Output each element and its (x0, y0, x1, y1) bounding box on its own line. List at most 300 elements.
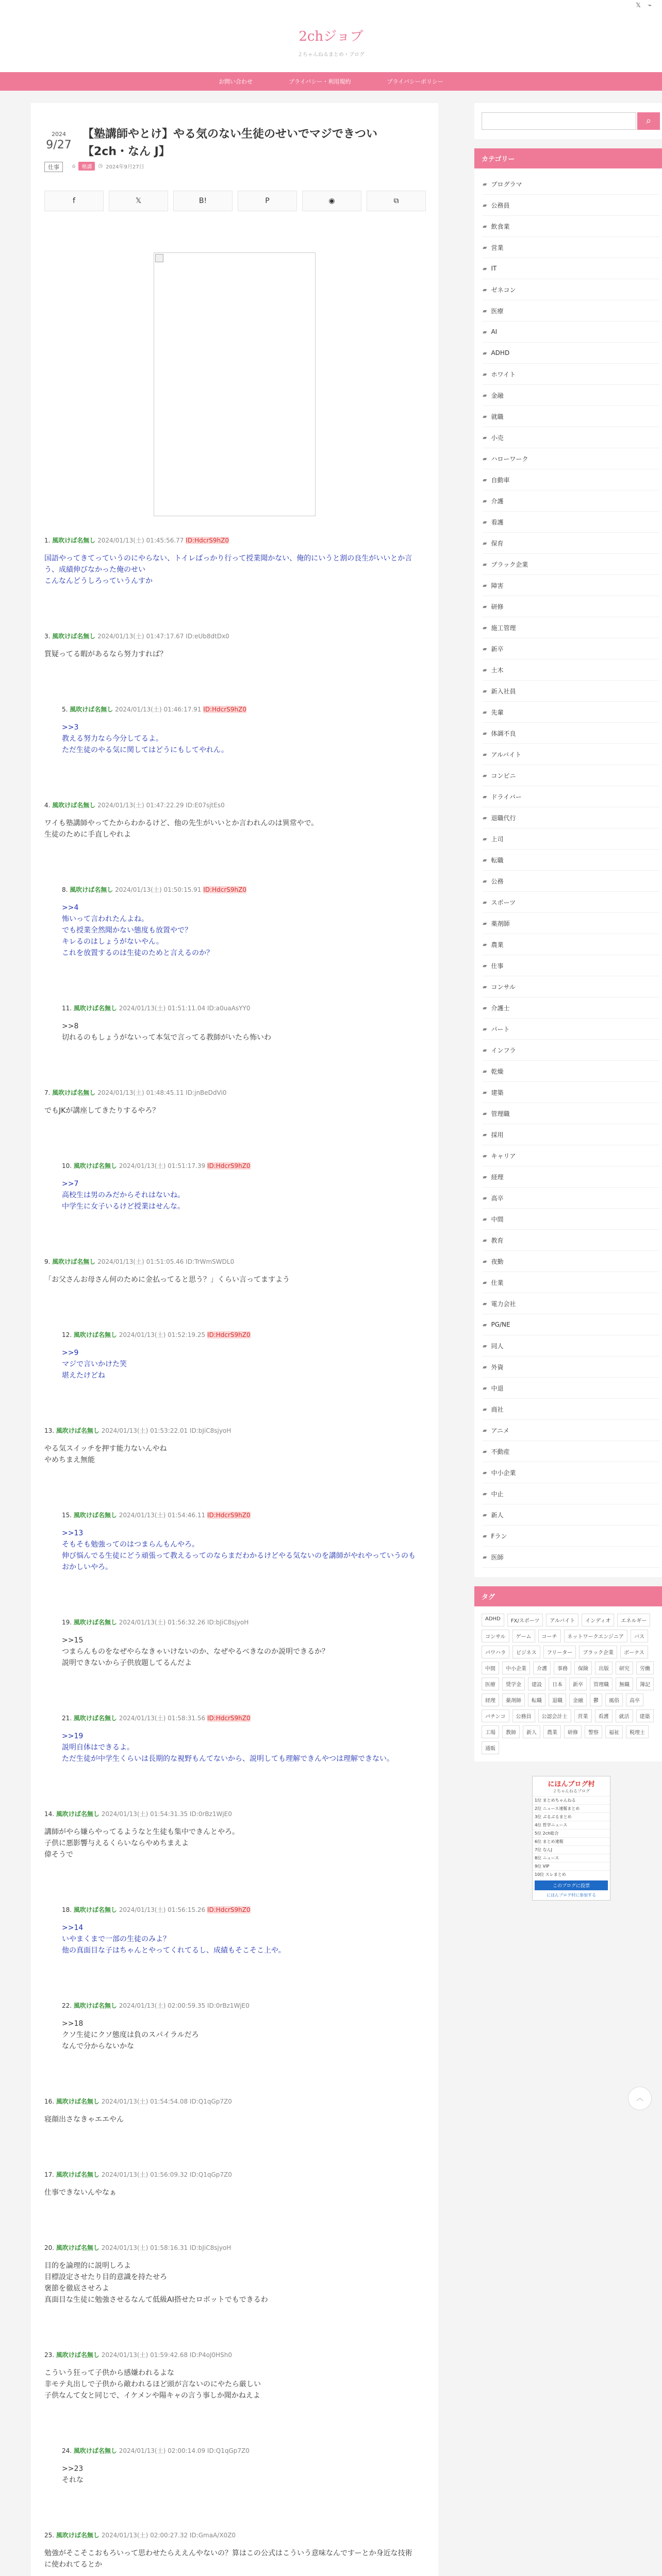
poster-id[interactable]: ID:bJiC8sjyoH (189, 2244, 231, 2251)
folder-icon: ▰ (483, 1131, 487, 1138)
post-body (62, 1635, 416, 1669)
post-number: 13. (44, 1427, 55, 1434)
tag-link[interactable]: パチンコ (482, 1709, 509, 1722)
thread-post (44, 536, 416, 587)
ranking-row[interactable]: 1位 まとめちゃんねる (533, 1796, 610, 1804)
copy-share-button[interactable] (367, 191, 426, 211)
poster-id[interactable]: ID:HdcrS9hZ0 (207, 1162, 251, 1170)
ranking-row[interactable]: 7位 なんJ (533, 1845, 610, 1854)
category-item[interactable] (483, 1526, 660, 1547)
tag-link[interactable]: 公認会計士 (538, 1709, 571, 1722)
category-item[interactable] (483, 406, 660, 427)
post-year: 2024 (52, 131, 66, 138)
post-date-box (44, 131, 73, 151)
post-monthday: 9/27 (46, 139, 72, 151)
poster-id[interactable]: ID:HdcrS9hZ0 (207, 1715, 251, 1722)
poster-id[interactable]: ID:Q1qGp7Z0 (207, 2447, 250, 2454)
category-item[interactable] (483, 448, 660, 469)
poster-id[interactable]: ID:bJiC8sjyoH (189, 1427, 231, 1434)
category-label: 中止 (491, 1490, 504, 1498)
category-item[interactable] (483, 1188, 660, 1209)
category-item[interactable] (483, 174, 660, 195)
article-meta (72, 162, 144, 171)
folder-icon: ▰ (483, 687, 487, 694)
poster-id[interactable]: ID:HdcrS9hZ0 (207, 1906, 251, 1913)
category-label: 公務員 (491, 201, 510, 209)
share-buttons (44, 191, 426, 211)
category-label: 中小企業 (491, 1469, 516, 1477)
poster-name: 風吹けば名無し (52, 1089, 96, 1096)
reply-anchor[interactable]: >>9 (62, 1349, 79, 1357)
line-icon: ◉ (328, 197, 335, 205)
tag-link[interactable]: 中間 (482, 1662, 499, 1674)
category-label: アルバイト (491, 751, 522, 758)
category-item[interactable] (483, 533, 660, 554)
poster-id[interactable]: ID:HdcrS9hZ0 (203, 886, 246, 893)
folder-icon: ▰ (483, 476, 487, 483)
tag-link[interactable]: 研究 (616, 1662, 633, 1674)
tag-link[interactable]: パワハラ (482, 1646, 509, 1658)
poster-id[interactable]: ID:GmaA/X0Z0 (189, 2532, 236, 2539)
thread-post (44, 2097, 416, 2125)
category-item[interactable] (483, 490, 660, 512)
tag-chip[interactable]: 塾講 (78, 162, 95, 171)
tag-link[interactable]: 建築 (636, 1709, 654, 1722)
ranking-join-link[interactable]: にほんブログ村に参加する (547, 1893, 596, 1897)
category-item[interactable] (483, 385, 660, 406)
folder-icon: ▰ (483, 1511, 487, 1518)
tag-link[interactable]: 工場 (482, 1725, 499, 1738)
tag-link[interactable]: 介護 (533, 1662, 551, 1674)
post-body (62, 1021, 416, 1043)
tag-link[interactable]: 奨学金 (502, 1677, 525, 1690)
category-item[interactable] (483, 300, 660, 321)
folder-icon: ▰ (483, 1236, 487, 1244)
reply-anchor[interactable]: >>7 (62, 1180, 79, 1188)
tag-link[interactable]: 労働 (636, 1662, 654, 1674)
category-label: ホワイト (491, 370, 516, 378)
nav-item-contact[interactable]: お問い合わせ (219, 78, 253, 85)
post-header (44, 1426, 416, 1435)
tag-link[interactable]: ボーナス (620, 1646, 648, 1658)
post-line: ただ生徒のやる気に関してはどうにもしてやれん。 (62, 746, 228, 754)
site-header (0, 11, 662, 72)
ranking-row[interactable]: 3位 ぶるぶるまとめ (533, 1812, 610, 1821)
category-item[interactable] (483, 1547, 660, 1568)
category-item[interactable] (483, 1209, 660, 1230)
ranking-row[interactable]: 6位 まとめ速報 (533, 1837, 610, 1845)
post-date: 2024年9月27日 (106, 164, 144, 170)
line-share-button[interactable] (302, 191, 361, 211)
tag-link[interactable]: エネルギー (617, 1614, 650, 1626)
clock-icon: ◷ (98, 163, 103, 169)
post-line: そもそも勉強ってのはつまらんもんやろ。 (62, 1540, 199, 1549)
thread-post (62, 705, 416, 756)
tag-link[interactable]: FX/スポーツ (507, 1614, 543, 1626)
post-body (62, 1528, 416, 1573)
tag-link[interactable]: 出版 (595, 1662, 613, 1674)
category-item[interactable] (483, 659, 660, 681)
category-item[interactable] (483, 807, 660, 828)
category-item[interactable] (483, 1378, 660, 1399)
tag-link[interactable]: 簿記 (636, 1677, 654, 1690)
folder-icon: ▰ (483, 1173, 487, 1180)
ranking-row[interactable]: 9位 VIP (533, 1862, 610, 1870)
facebook-share-button[interactable] (44, 191, 104, 211)
folder-icon: ▰ (483, 666, 487, 673)
category-item[interactable] (483, 702, 660, 723)
thread-post (44, 1257, 416, 1285)
category-item[interactable] (483, 681, 660, 702)
poster-name: 風吹けば名無し (73, 1512, 117, 1519)
post-body (44, 1826, 416, 1860)
post-line: 目標設定させたり目的意識を持たせろ (44, 2273, 167, 2281)
chevron-up-icon: ︿ (636, 2094, 643, 2103)
category-label: 研修 (491, 603, 504, 611)
category-item[interactable] (483, 1166, 660, 1188)
tag-link[interactable]: 看護 (595, 1709, 613, 1722)
tag-link[interactable]: 転職 (528, 1693, 545, 1706)
tag-link[interactable]: バス (631, 1630, 648, 1642)
folder-icon: ▰ (483, 793, 487, 800)
category-item[interactable] (483, 1399, 660, 1420)
category-item[interactable] (483, 871, 660, 892)
nav-item-privacy[interactable]: プライバシーポリシー (387, 78, 443, 85)
poster-id[interactable]: ID:P4oJ0HSh0 (189, 2351, 233, 2359)
poster-name: 風吹けば名無し (73, 1331, 117, 1338)
tag-link[interactable]: 保険 (574, 1662, 592, 1674)
tag-link[interactable]: 通販 (482, 1741, 499, 1754)
category-item[interactable] (483, 1357, 660, 1378)
category-item[interactable] (483, 1103, 660, 1124)
category-item[interactable] (483, 1040, 660, 1061)
poster-name: 風吹けば名無し (56, 2351, 100, 2359)
post-header (62, 1714, 416, 1722)
post-datetime: 2024/01/13(土) 01:56:32.26 (119, 1619, 206, 1626)
tag-link[interactable]: 農業 (543, 1725, 561, 1738)
category-item[interactable] (483, 1082, 660, 1103)
post-datetime: 2024/01/13(土) 01:51:05.46 (97, 1258, 184, 1265)
thread-post (44, 1088, 416, 1116)
tag-link[interactable]: 日本 (549, 1677, 566, 1690)
tag-link[interactable]: 事務 (554, 1662, 571, 1674)
tag-link[interactable]: コンサル (482, 1630, 509, 1642)
reply-anchor[interactable]: >>3 (62, 723, 79, 732)
category-item[interactable] (483, 765, 660, 786)
category-item[interactable] (483, 850, 660, 871)
category-item[interactable] (483, 744, 660, 765)
category-label: 不動産 (491, 1448, 510, 1455)
category-item[interactable] (483, 216, 660, 237)
category-label: 公務 (491, 877, 504, 885)
folder-icon: ▰ (483, 1384, 487, 1392)
category-label: PG/NE (491, 1321, 510, 1328)
tag-link[interactable]: 営業 (574, 1709, 592, 1722)
post-line: キレるのはしょうがないやん。 (62, 938, 163, 946)
hatena-share-button[interactable] (173, 191, 233, 211)
folder-icon: ▰ (483, 180, 487, 188)
post-number: 25. (44, 2532, 55, 2539)
thread-post (44, 2350, 416, 2401)
category-item[interactable] (483, 512, 660, 533)
tag-link[interactable]: 建設 (528, 1677, 545, 1690)
post-line: 仕事できないんやなぁ (44, 2189, 117, 2197)
category-item[interactable] (483, 1441, 660, 1462)
thread-post (44, 1426, 416, 1466)
category-item[interactable] (483, 427, 660, 448)
tag-link[interactable]: 鬱 (590, 1693, 602, 1706)
category-item[interactable] (483, 1272, 660, 1293)
poster-id[interactable]: ID:0rBz1WjE0 (189, 1810, 232, 1818)
post-datetime: 2024/01/13(土) 01:46:17.91 (115, 706, 202, 713)
category-item[interactable] (483, 976, 660, 997)
tag-link[interactable]: 無職 (616, 1677, 633, 1690)
thread-post (44, 2531, 416, 2570)
category-label: 教育 (491, 1236, 504, 1244)
thread-post (44, 801, 416, 840)
tag-link[interactable]: コーチ (538, 1630, 561, 1642)
thread-post (44, 2243, 416, 2306)
category-item[interactable] (483, 1314, 660, 1335)
tag-link[interactable]: 福祉 (605, 1725, 623, 1738)
poster-name: 風吹けば名無し (56, 2171, 100, 2178)
tag-link[interactable]: 研修 (564, 1725, 582, 1738)
tag-link[interactable]: 公務員 (512, 1709, 535, 1722)
thread-post (44, 1809, 416, 1860)
poster-name: 風吹けば名無し (56, 1810, 100, 1818)
tag-link[interactable]: 退職 (549, 1693, 566, 1706)
search-button[interactable] (637, 112, 660, 130)
poster-name: 風吹けば名無し (56, 2098, 100, 2105)
reply-anchor[interactable]: >>8 (62, 1022, 79, 1030)
tag-link[interactable]: アルバイト (546, 1614, 578, 1626)
post-number: 18. (62, 1906, 72, 1913)
category-label: 仕業 (491, 1279, 504, 1286)
tag-link[interactable]: 教師 (502, 1725, 520, 1738)
category-item[interactable] (483, 1504, 660, 1526)
poster-name: 風吹けば名無し (70, 886, 113, 893)
category-item[interactable] (483, 258, 660, 279)
poster-id[interactable]: ID:0rBz1WjE0 (207, 2002, 250, 2009)
post-number: 9. (44, 1258, 51, 1265)
category-item[interactable] (483, 723, 660, 744)
tag-link[interactable]: 医療 (482, 1677, 499, 1690)
post-body (44, 2114, 416, 2125)
tag-link[interactable]: 経理 (482, 1693, 499, 1706)
post-line: でもJKが講座してきたりするやろ？ (44, 1107, 160, 1115)
reply-anchor[interactable]: >>19 (62, 1732, 84, 1740)
folder-icon: ▰ (483, 1490, 487, 1497)
tag-cloud (474, 1606, 662, 1761)
tag-link[interactable]: ADHD (482, 1614, 504, 1626)
tag-link[interactable]: 管理職 (590, 1677, 613, 1690)
post-header (44, 632, 416, 640)
category-item[interactable] (483, 1462, 660, 1483)
category-item[interactable] (483, 237, 660, 258)
tag-icon: ⌂ (72, 163, 76, 169)
category-item[interactable] (483, 828, 660, 850)
category-item[interactable] (483, 1019, 660, 1040)
category-label: 障害 (491, 582, 504, 589)
post-body (44, 1274, 416, 1285)
category-item[interactable] (483, 638, 660, 659)
category-item[interactable] (483, 955, 660, 976)
folder-icon: ▰ (483, 1152, 487, 1159)
category-label: 中間 (491, 1215, 504, 1223)
ranking-row[interactable]: 4位 哲学ニュース (533, 1821, 610, 1829)
category-item[interactable] (483, 596, 660, 617)
tag-link[interactable]: 高卒 (626, 1693, 643, 1706)
folder-icon: ▰ (483, 1553, 487, 1561)
post-line: 国語やってきてっていうのにやらない、トイレばっかり行って授業聞かない、俺的にいうと割の良生がいいとか言う、成績伸びなかった俺のせい (44, 554, 412, 574)
category-label: 土木 (491, 666, 504, 674)
post-number: 8. (62, 886, 68, 893)
category-item[interactable] (483, 617, 660, 638)
poster-id[interactable]: ID:Q1qGp7Z0 (189, 2098, 232, 2105)
category-item[interactable] (483, 554, 660, 575)
folder-icon: ▰ (483, 708, 487, 716)
reply-anchor[interactable]: >>18 (62, 2020, 84, 2028)
folder-icon: ▰ (483, 1067, 487, 1075)
category-item[interactable] (483, 786, 660, 807)
category-label: 就職 (491, 413, 504, 420)
post-header (62, 1618, 416, 1626)
tag-link[interactable]: 警察 (585, 1725, 602, 1738)
post-line: 高校生は男のみだからそれはないね。 (62, 1191, 185, 1199)
poster-id[interactable]: ID:jnBeDdVi0 (186, 1089, 227, 1096)
category-item[interactable] (483, 1124, 660, 1145)
post-line: 褒節を徹底させろよ (44, 2284, 109, 2293)
category-label: 高卒 (491, 1194, 504, 1202)
folder-icon: ▰ (483, 751, 487, 758)
post-line: それな (62, 2476, 84, 2484)
category-item[interactable] (483, 343, 660, 364)
tag-link[interactable]: フリーター (543, 1646, 576, 1658)
category-badge[interactable]: 仕事 (44, 162, 63, 172)
category-label: IT (491, 265, 497, 272)
category-item[interactable] (483, 1251, 660, 1272)
category-item[interactable] (483, 1145, 660, 1166)
category-label: 金融 (491, 392, 504, 399)
category-item[interactable] (483, 1483, 660, 1504)
blog-ranking-banner[interactable] (532, 1776, 610, 1901)
category-item[interactable] (483, 1230, 660, 1251)
tag-link[interactable]: 就活 (616, 1709, 633, 1722)
poster-id[interactable]: ID:bJiC8sjyoH (207, 1619, 249, 1626)
poster-id[interactable]: ID:HdcrS9hZ0 (203, 706, 246, 713)
category-label: Fラン (491, 1532, 507, 1540)
category-label: ドライバー (491, 793, 522, 801)
poster-id[interactable]: ID:HdcrS9hZ0 (207, 1331, 251, 1338)
category-item[interactable] (483, 1420, 660, 1441)
poster-id[interactable]: ID:eUb8dtDx0 (186, 633, 229, 640)
category-label: 小売 (491, 434, 504, 442)
category-item[interactable] (483, 934, 660, 955)
ranking-vote-button[interactable]: このブログに投票 (535, 1880, 608, 1890)
poster-id[interactable]: ID:HdcrS9hZ0 (207, 1512, 251, 1519)
tag-link[interactable]: ビジネス (512, 1646, 540, 1658)
post-header (44, 1809, 416, 1818)
tag-link[interactable]: 薬剤師 (502, 1693, 525, 1706)
tag-link[interactable]: ブラック企業 (579, 1646, 617, 1658)
poster-id[interactable]: ID:HdcrS9hZ0 (186, 537, 229, 544)
tag-link[interactable]: 風俗 (605, 1693, 623, 1706)
ranking-row[interactable]: 5位 2ch総合 (533, 1829, 610, 1837)
folder-icon: ▰ (483, 1300, 487, 1307)
thread-post (62, 1714, 416, 1765)
poster-id[interactable]: ID:E07sjtEs0 (186, 802, 225, 809)
reply-anchor[interactable]: >>13 (62, 1529, 84, 1537)
reply-anchor[interactable]: >>4 (62, 904, 79, 912)
thread-post (62, 1161, 416, 1212)
site-title[interactable]: 2chジョブ (299, 29, 363, 44)
category-item[interactable] (483, 892, 660, 913)
tag-link[interactable]: 新卒 (569, 1677, 587, 1690)
poster-id[interactable]: ID:a0uaAsYY0 (207, 1005, 251, 1012)
folder-icon: ▰ (483, 349, 487, 357)
category-item[interactable] (483, 1335, 660, 1357)
feed-icon[interactable]: ⌁ (648, 2, 652, 9)
post-line: 説明できないから子供放題してるんだよ (62, 1659, 192, 1667)
folder-icon: ▰ (483, 1532, 487, 1539)
search-input[interactable] (482, 112, 636, 130)
reply-anchor[interactable]: >>14 (62, 1924, 84, 1932)
back-to-top-button[interactable] (628, 2087, 652, 2110)
reply-anchor[interactable]: >>15 (62, 1636, 84, 1645)
category-item[interactable] (483, 279, 660, 300)
poster-id[interactable]: ID:Q1qGp7Z0 (189, 2171, 232, 2178)
ranking-row[interactable]: 10位 スレまとめ (533, 1870, 610, 1878)
post-datetime: 2024/01/13(土) 02:00:27.32 (101, 2532, 188, 2539)
ranking-row[interactable]: 8位 ニュース (533, 1854, 610, 1862)
tag-link[interactable]: ゲーム (512, 1630, 535, 1642)
category-item[interactable] (483, 913, 660, 934)
category-label: 採用 (491, 1131, 504, 1139)
top-bar (0, 0, 662, 11)
x-share-button[interactable] (109, 191, 168, 211)
category-item[interactable] (483, 1293, 660, 1314)
category-label: 体調不良 (491, 730, 516, 737)
folder-icon: ▰ (483, 603, 487, 610)
folder-icon: ▰ (483, 645, 487, 652)
category-item[interactable] (483, 364, 660, 385)
category-item[interactable] (483, 997, 660, 1019)
folder-icon: ▰ (483, 539, 487, 547)
category-item[interactable] (483, 321, 660, 343)
twitter-icon[interactable]: 𝕏 (636, 2, 641, 9)
reply-anchor[interactable]: >>23 (62, 2465, 84, 2473)
pocket-share-button[interactable] (238, 191, 297, 211)
tag-link[interactable]: インディオ (582, 1614, 614, 1626)
post-body (44, 2260, 416, 2306)
ranking-row[interactable]: 2位 ニュース速報まとめ (533, 1804, 610, 1812)
tag-link[interactable]: ネットワークエンジニア (564, 1630, 628, 1642)
tag-link[interactable]: 金融 (569, 1693, 587, 1706)
category-item[interactable] (483, 1061, 660, 1082)
nav-item-terms[interactable]: プライバシー・利用規約 (289, 78, 351, 85)
post-number: 15. (62, 1512, 72, 1519)
poster-id[interactable]: ID:TrWmSWDL0 (186, 1258, 235, 1265)
folder-icon: ▰ (483, 582, 487, 589)
tag-link[interactable]: 中小企業 (502, 1662, 530, 1674)
category-item[interactable] (483, 195, 660, 216)
tag-link[interactable]: 税理士 (626, 1725, 649, 1738)
category-label: 新入社員 (491, 687, 516, 695)
category-item[interactable] (483, 469, 660, 490)
tag-link[interactable]: 新人 (523, 1725, 540, 1738)
folder-icon: ▰ (483, 920, 487, 927)
category-item[interactable] (483, 575, 660, 596)
